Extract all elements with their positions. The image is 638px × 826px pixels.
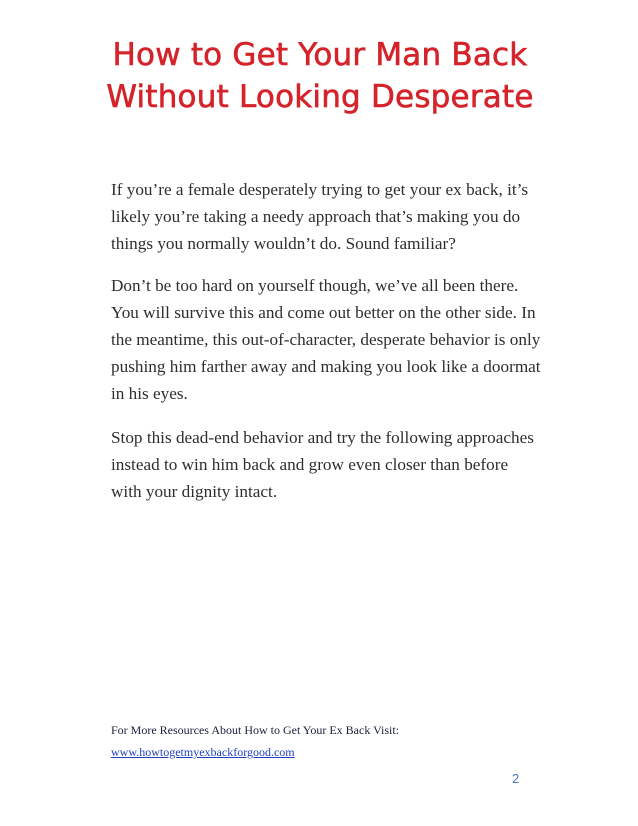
footer-website-link[interactable]: www.howtogetmyexbackforgood.com [111,745,295,759]
body-paragraph-2: Don’t be too hard on yourself though, we’ve all been there. You will survive this and come out better on the other side. In the meantime, this out-of-character, desperate behavior is only pushing him farther away and making you look like a doormat in his eyes. [111,276,541,403]
page-title: How to Get Your Man Back Without Looking Desperate [106,37,534,115]
body-paragraph-3: Stop this dead-end behavior and try the following approaches instead to win him back and grow even closer than before with your dignity intact. [111,428,534,501]
page-number: 2 [512,771,520,786]
footer-resources-label: For More Resources About How to Get Your Ex Back Visit: [111,723,400,737]
body-paragraph-1: If you’re a female desperately trying to get your ex back, it’s likely you’re taking a needy approach that’s making you do things you normally wouldn’t do. Sound familiar? [111,180,529,253]
